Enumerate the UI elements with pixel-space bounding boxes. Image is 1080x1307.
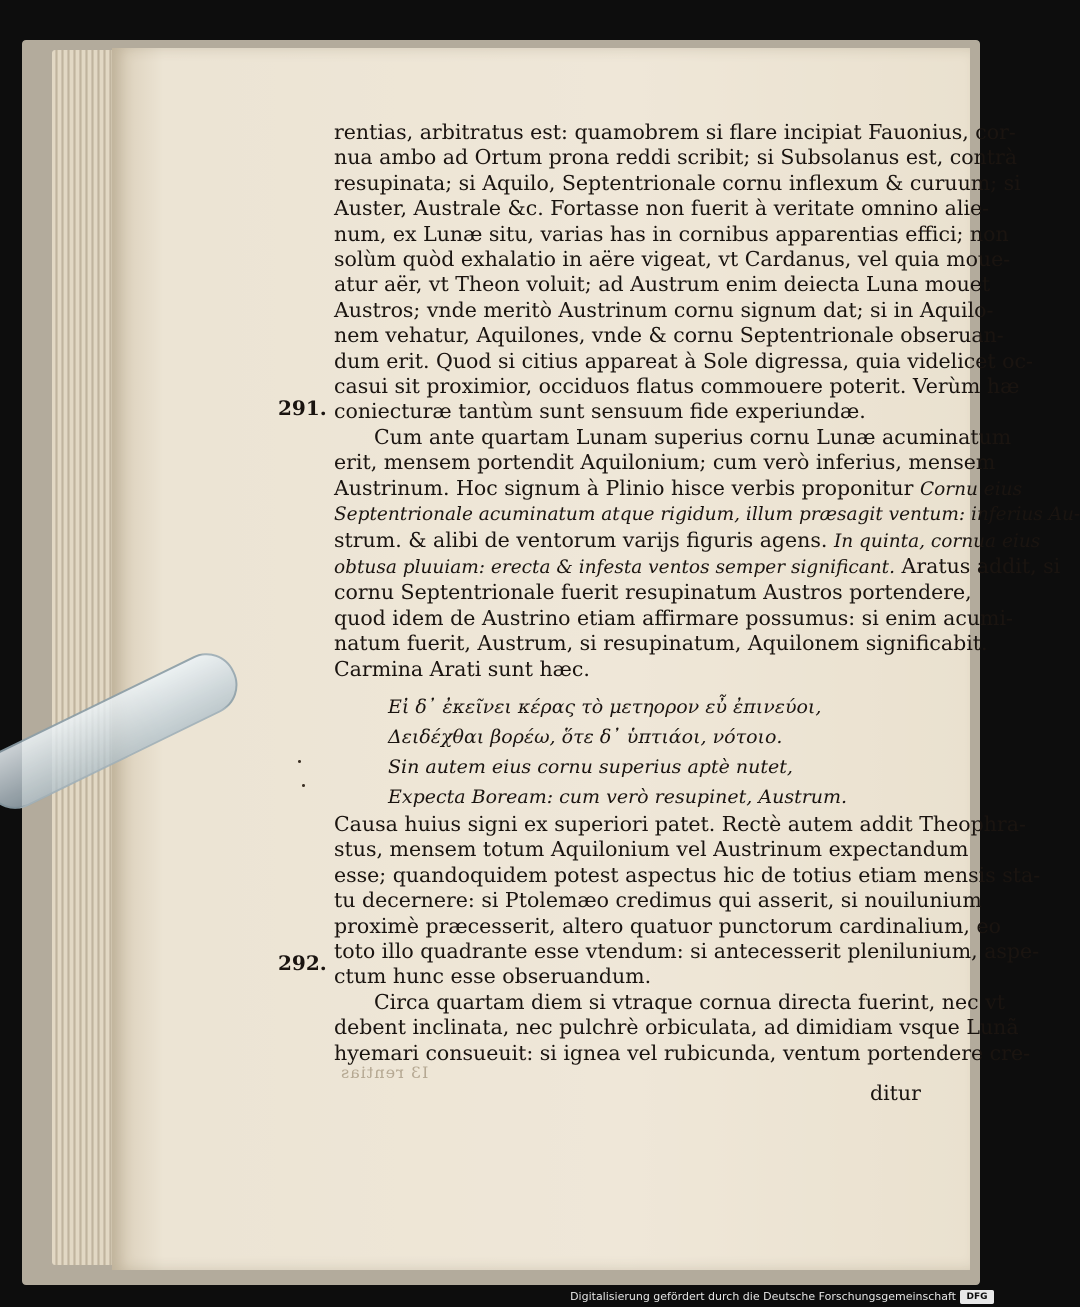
footer-bar xyxy=(0,1287,1000,1307)
page-edges xyxy=(52,50,114,1265)
footer-credit: Digitalisierung gefördert durch die Deutsche Forschungsgemeinschaft xyxy=(570,1290,956,1303)
text-line: erit, mensem portendit Aquilonium; cum verò inferius, mensem xyxy=(334,450,996,475)
verse-line: Δειδέχθαι βορέω, ὅτε δ᾽ ὑπτιάοι, νότοιο. xyxy=(388,725,783,748)
text-line: atur aër, vt Theon voluit; ad Austrum enim deiecta Luna mouet xyxy=(334,272,991,297)
page-text xyxy=(334,120,1080,1066)
ink-blot xyxy=(298,760,301,763)
text-line: debent inclinata, nec pulchrè orbiculata, ad dimidiam vsque Lunã xyxy=(334,1015,1019,1040)
text-line: quod idem de Austrino etiam affirmare possumus: si enim acumi- xyxy=(334,605,1013,630)
text-line xyxy=(334,475,1023,502)
text-line: stus, mensem totum Aquilonium vel Austrinum expectandum xyxy=(334,837,969,862)
text-line: nem vehatur, Aquilones, vnde & cornu Septentrionale obseruan- xyxy=(334,323,1004,348)
verse-line: Sin autem eius cornu superius aptè nutet, xyxy=(388,755,793,778)
marginal-number: 292. xyxy=(278,951,327,975)
catchword: ditur xyxy=(870,1081,921,1105)
text-line: num, ex Lunæ situ, varias has in cornibus apparentias effici; non xyxy=(334,221,1009,246)
spacer xyxy=(334,682,958,692)
text-line: proximè præcesserit, altero quatuor punctorum cardinalium, eo xyxy=(334,913,1001,938)
ink-blot xyxy=(302,784,305,787)
dfg-logo-icon: DFG xyxy=(960,1290,994,1304)
text-line: Septentrionale acuminatum atque rigidum, illum præsagit ventum: inferius Au- xyxy=(334,504,1080,526)
text-line: dum erit. Quod si citius appareat à Sole digressa, quia videlicet oc- xyxy=(334,348,1033,373)
text-line: tu decernere: si Ptolemæo credimus qui asserit, si nouilunium xyxy=(334,888,982,913)
bleed-through-text: I3 rentias xyxy=(340,1063,429,1082)
text-line: Circa quartam diem si vtraque cornua directa fuerint, nec vt xyxy=(374,989,1005,1014)
text-line: Auster, Australe &c. Fortasse non fuerit à veritate omnino alie- xyxy=(334,196,990,221)
text-line: solùm quòd exhalatio in aëre vigeat, vt Cardanus, vel quia moue- xyxy=(334,247,1011,272)
text-line: ctum hunc esse obseruandum. xyxy=(334,964,652,989)
text-line: natum fuerit, Austrum, si resupinatum, Aquilonem significabit. xyxy=(334,631,988,656)
italic-run: In quinta, cornua eius xyxy=(833,530,1041,552)
text-run: Austrinum. Hoc signum à Plinio hisce verbis proponitur xyxy=(334,475,914,500)
italic-run: obtusa pluuiam: erecta & infesta ventos semper significant. xyxy=(334,556,895,578)
text-line: Carmina Arati sunt hæc. xyxy=(334,656,590,681)
text-line: cornu Septentrionale fuerit resupinatum Austros portendere, xyxy=(334,580,972,605)
text-line: rentias, arbitratus est: quamobrem si flare incipiat Fauonius, cor- xyxy=(334,120,1016,144)
text-run: Aratus addit, si xyxy=(901,553,1061,578)
text-line: hyemari consueuit: si ignea vel rubicunda, ventum portendere cre- xyxy=(334,1040,1031,1065)
text-line: casui sit proximior, occiduos flatus commouere poterit. Verùm hæ xyxy=(334,374,1020,399)
text-run: strum. & alibi de ventorum varijs figuris agens. xyxy=(334,527,828,552)
text-line: Austros; vnde meritò Austrinum cornu signum dat; si in Aquilo- xyxy=(334,297,994,322)
text-line xyxy=(334,553,1061,580)
text-line: coniecturæ tantùm sunt sensuum fide experiundæ. xyxy=(334,399,866,424)
text-line: esse; quandoquidem potest aspectus hic de totius etiam mensis sta- xyxy=(334,862,1041,887)
text-line xyxy=(334,527,1041,554)
text-line: Causa huius signi ex superiori patet. Rectè autem addit Theophra- xyxy=(334,811,1026,836)
text-line: resupinata; si Aquilo, Septentrionale cornu inflexum & curuum; si xyxy=(334,170,1021,195)
text-line: Cum ante quartam Lunam superius cornu Lunæ acuminatum xyxy=(374,424,1012,449)
marginal-number: 291. xyxy=(278,396,327,420)
verse-line: Εἰ δ᾽ ἐκεῖνει κέρας τὸ μετηορον εὖ ἐπινεύοι, xyxy=(388,695,822,718)
italic-run: Cornu eius xyxy=(919,478,1023,500)
text-line: toto illo quadrante esse vtendum: si antecesserit plenilunium, aspe- xyxy=(334,938,1040,963)
text-line: nua ambo ad Ortum prona reddi scribit; si Subsolanus est, contrà xyxy=(334,145,1018,170)
verse-line: Expecta Boream: cum verò resupinet, Austrum. xyxy=(388,785,848,808)
